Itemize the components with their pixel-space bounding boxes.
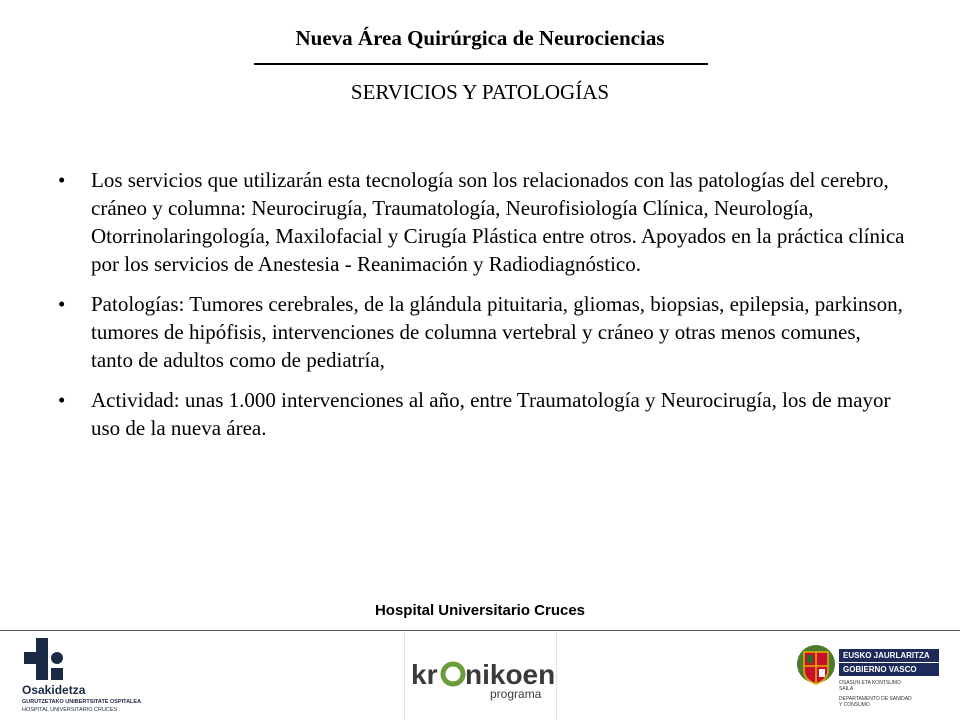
footer-hospital-name: Hospital Universitario Cruces xyxy=(374,602,586,619)
bullet-item xyxy=(58,166,906,278)
osakidetza-line1: GURUTZETAKO UNIBERTSITATE OSPITALEA xyxy=(22,699,142,705)
osakidetza-line2: HOSPITAL UNIVERSITARIO CRUCES xyxy=(22,707,118,713)
kronikoen-tagline: programa xyxy=(490,687,542,701)
gv-small2: SAILA xyxy=(839,686,854,692)
bullet-item xyxy=(58,290,906,374)
page-title: Nueva Área Quirúrgica de Neurociencias xyxy=(295,26,665,50)
footer-divider xyxy=(0,630,960,631)
title-underline xyxy=(254,63,708,65)
kronikoen-word-pre: kr xyxy=(411,659,438,690)
bullet-icon: • xyxy=(58,292,66,316)
bullet-item xyxy=(58,386,906,442)
kronikoen-word-post: nikoen xyxy=(465,659,556,690)
bullet-text: Actividad: unas 1.000 intervenciones al año, entre Traumatología y Neurocirugía, los de mayor uso de la nueva área. xyxy=(91,388,891,440)
page-subtitle: SERVICIOS Y PATOLOGÍAS xyxy=(350,80,610,104)
gobierno-vasco-logo xyxy=(796,644,946,720)
gv-small4: Y CONSUMO xyxy=(839,702,870,708)
kronikoen-ring-icon xyxy=(443,664,463,684)
kronikoen-logo xyxy=(404,632,557,720)
osakidetza-cross-icon xyxy=(24,638,64,680)
bullet-icon: • xyxy=(58,388,66,412)
bullet-list xyxy=(58,166,906,454)
osakidetza-logo xyxy=(22,636,152,716)
basque-shield-icon xyxy=(796,644,836,688)
gv-line1: EUSKO JAURLARITZA xyxy=(839,649,939,662)
bullet-icon: • xyxy=(58,168,66,192)
bullet-text: Los servicios que utilizarán esta tecnología son los relacionados con las patologías del cerebro, cráneo y columna: Neurocirugía, Traumatología, Neurofisiología Clínica, Neurología, Otorrinolaringología, Maxilofacial y Cirugía Plástica entre otros. Apoyados en la práctica clínica por los servicios de Anestesia - Reanimación y Radiodiagnóstico. xyxy=(91,168,905,276)
gv-small3: DEPARTAMENTO DE SANIDAD xyxy=(839,696,912,702)
bullet-text: Patologías: Tumores cerebrales, de la glándula pituitaria, gliomas, biopsias, epilepsia, parkinson, tumores de hipófisis, intervenciones de columna vertebral y cráneo y otras menos comunes, tanto de adultos como de pediatría, xyxy=(91,292,903,372)
gv-small1: OSASUN ETA KONTSUMO xyxy=(839,680,901,686)
osakidetza-name: Osakidetza xyxy=(22,683,86,697)
gv-line2: GOBIERNO VASCO xyxy=(839,663,939,676)
